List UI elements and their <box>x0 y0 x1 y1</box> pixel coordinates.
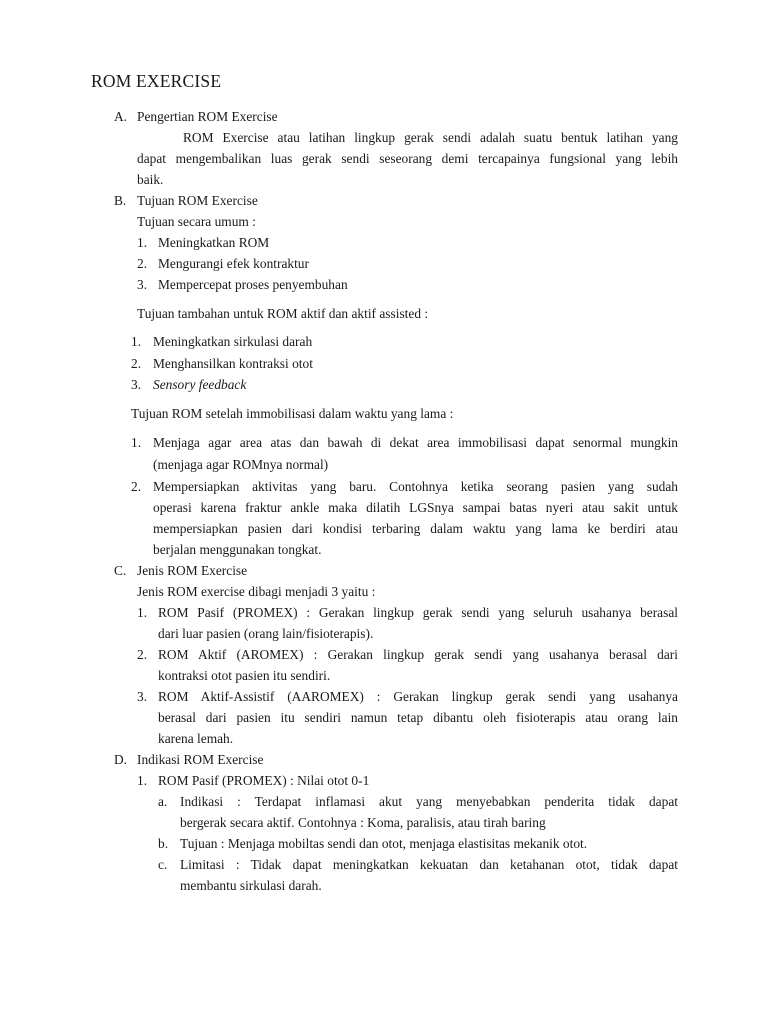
document-title: ROM EXERCISE <box>91 71 222 91</box>
sublist-item-line: bergerak secara aktif. Contohnya : Koma, paralisis, atau tirah baring <box>180 815 546 830</box>
list-number: 2. <box>131 356 142 371</box>
section-d-marker: D. <box>114 752 128 767</box>
sublist-letter: b. <box>158 836 169 851</box>
list-item: Mengurangi efek kontraktur <box>158 256 309 271</box>
section-a-line-1: ROM Exercise atau latihan lingkup gerak sendi adalah suatu bentuk latihan yang <box>183 130 678 145</box>
list-number: 2. <box>131 479 142 494</box>
list-item: Menghansilkan kontraksi otot <box>153 356 313 371</box>
list-number: 1. <box>131 334 142 349</box>
sublist-item-line: Limitasi : Tidak dapat meningkatkan kekuatan dan ketahanan otot, tidak dapat <box>180 857 678 872</box>
section-a-line-3: baik. <box>137 172 164 187</box>
list-number: 3. <box>137 277 148 292</box>
list-item-line: ROM Aktif-Assistif (AAROMEX) : Gerakan lingkup gerak sendi yang usahanya <box>158 689 678 704</box>
sublist-item-line: Indikasi : Terdapat inflamasi akut yang menyebabkan penderita tidak dapat <box>180 794 678 809</box>
list-item-line: kontraksi otot pasien itu sendiri. <box>158 668 331 683</box>
list-item: Mempercepat proses penyembuhan <box>158 277 348 292</box>
section-d-heading: Indikasi ROM Exercise <box>137 752 264 767</box>
list-item-line: Mempersiapkan aktivitas yang baru. Contohnya ketika seorang pasien yang sudah <box>153 479 678 494</box>
list-item-line: mempersiapkan pasien dari kondisi terbaring dalam waktu yang lama ke berdiri atau <box>153 521 678 536</box>
list-item: Meningkatkan sirkulasi darah <box>153 334 313 349</box>
list-number: 2. <box>137 647 148 662</box>
list-item-line: operasi karena fraktur ankle maka dilatih LGSnya sampai batas nyeri atau sakit untuk <box>153 500 678 515</box>
list-item-line: (menjaga agar ROMnya normal) <box>153 457 329 472</box>
section-a-marker: A. <box>114 109 128 124</box>
list-item-line: berasal dari pasien itu sendiri namun tetap dibantu oleh fisioterapis atau orang lain <box>158 710 678 725</box>
list-item: Sensory feedback <box>153 377 247 392</box>
list-number: 3. <box>137 689 148 704</box>
list-number: 1. <box>137 605 148 620</box>
section-b-heading: Tujuan ROM Exercise <box>137 193 258 208</box>
section-c-heading: Jenis ROM Exercise <box>137 563 248 578</box>
list-number: 1. <box>137 773 148 788</box>
sublist-letter: a. <box>158 794 168 809</box>
list-item-line: berjalan menggunakan tongkat. <box>153 542 322 557</box>
list-number: 1. <box>131 435 142 450</box>
list-item-line: karena lemah. <box>158 731 234 746</box>
sublist-item-line: Tujuan : Menjaga mobiltas sendi dan otot, menjaga elastisitas mekanik otot. <box>180 836 588 851</box>
list-number: 3. <box>131 377 142 392</box>
sublist-letter: c. <box>158 857 168 872</box>
sublist-item-line: membantu sirkulasi darah. <box>180 878 322 893</box>
section-b-marker: B. <box>114 193 127 208</box>
rom-types-intro: Jenis ROM exercise dibagi menjadi 3 yaitu : <box>137 584 376 599</box>
section-a-line-2: dapat mengembalikan luas gerak sendi seseorang demi tercapainya fungsional yang lebih <box>137 151 678 166</box>
additional-goals-label: Tujuan tambahan untuk ROM aktif dan aktif assisted : <box>137 306 429 321</box>
list-item-line: ROM Aktif (AROMEX) : Gerakan lingkup gerak sendi yang usahanya berasal dari <box>158 647 678 662</box>
section-c-marker: C. <box>114 563 127 578</box>
list-item-line: Menjaga agar area atas dan bawah di dekat area immobilisasi dapat senormal mungkin <box>153 435 678 450</box>
list-item-line: ROM Pasif (PROMEX) : Gerakan lingkup gerak sendi yang seluruh usahanya berasal <box>158 605 678 620</box>
list-item: ROM Pasif (PROMEX) : Nilai otot 0-1 <box>158 773 370 788</box>
immobilization-goals-label: Tujuan ROM setelah immobilisasi dalam waktu yang lama : <box>131 406 454 421</box>
list-item-line: dari luar pasien (orang lain/fisioterapis). <box>158 626 374 641</box>
section-a-heading: Pengertian ROM Exercise <box>137 109 278 124</box>
general-goals-label: Tujuan secara umum : <box>137 214 256 229</box>
list-number: 2. <box>137 256 148 271</box>
list-number: 1. <box>137 235 148 250</box>
list-item: Meningkatkan ROM <box>158 235 270 250</box>
